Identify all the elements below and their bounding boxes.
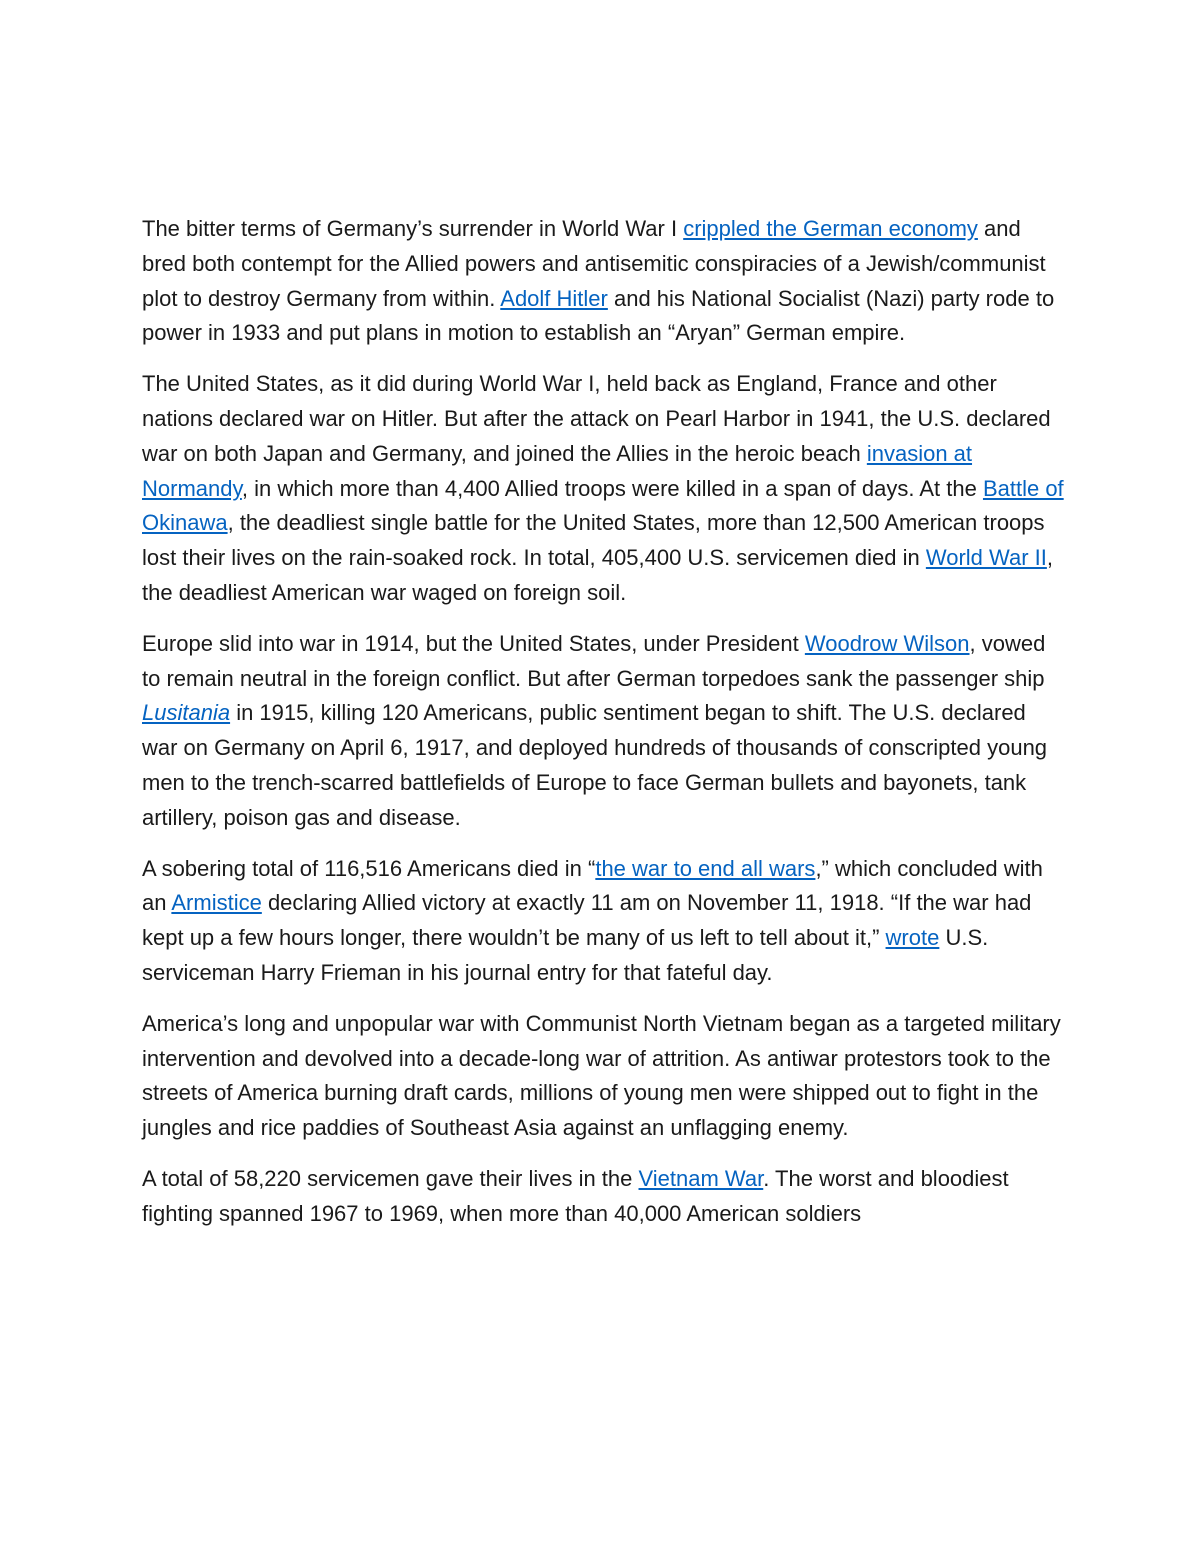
text-run: , vowed to remain neutral in the foreign conflict. But after German torpedoes sank the passenger ship xyxy=(142,630,1046,691)
text-run: A sobering total of 116,516 Americans died in “ xyxy=(142,855,596,881)
text-run: A total of 58,220 servicemen gave their lives in the xyxy=(142,1165,639,1191)
link-the-war-to-end-all-wars[interactable]: the war to end all wars xyxy=(595,855,816,881)
text-run: and bred both contempt for the Allied powers and antisemitic conspiracies of a Jewish/communist plot to destroy Germany from within. xyxy=(142,216,1046,311)
text-run: Europe slid into war in 1914, but the United States, under President xyxy=(142,630,805,656)
paragraph-vietnam-toll xyxy=(142,1162,1067,1232)
text-run: U.S. serviceman Harry Frieman in his journal entry for that fateful day. xyxy=(142,925,989,985)
link-adolf-hitler[interactable]: Adolf Hitler xyxy=(500,285,608,311)
link-world-war-ii[interactable]: World War II xyxy=(925,545,1047,571)
text-run: and his National Socialist (Nazi) party rode to power in 1933 and put plans in motion to establish an “Aryan” German empire. xyxy=(142,285,1055,346)
text-run: , in which more than 4,400 Allied troops were killed in a span of days. At the xyxy=(241,475,983,501)
text-run: , the deadliest single battle for the United States, more than 12,500 American troops lost their lives on the rain-soaked rock. In total, 405,400 U.S. servicemen died in xyxy=(142,510,1045,571)
link-vietnam-war[interactable]: Vietnam War xyxy=(638,1165,764,1191)
document-page xyxy=(142,212,1067,1248)
paragraph-us-in-ww2 xyxy=(142,367,1067,611)
text-run: America’s long and unpopular war with Communist North Vietnam began as a targeted military intervention and devolved into a decade-long war of attrition. As antiwar protestors took to the streets of America burning draft cards, millions of young men were shipped out to fight in the jungles and rice paddies of Southeast Asia against an unflagging enemy. xyxy=(142,1010,1061,1141)
text-run: The bitter terms of Germany’s surrender in World War I xyxy=(142,216,684,241)
link-wrote[interactable]: wrote xyxy=(885,925,940,951)
text-run: , the deadliest American war waged on foreign soil. xyxy=(142,545,1053,605)
text-run: The United States, as it did during World War I, held back as England, France and other nations declared war on Hitler. But after the attack on Pearl Harbor in 1941, the U.S. declared war on both Japan and Germany, and joined the Allies in the heroic beach xyxy=(142,371,1051,466)
text-run: . The worst and bloodiest fighting spanned 1967 to 1969, when more than 40,000 American soldiers xyxy=(142,1165,1009,1226)
link-woodrow-wilson[interactable]: Woodrow Wilson xyxy=(804,630,970,656)
link-battle-of-okinawa[interactable]: Battle of Okinawa xyxy=(142,475,1064,536)
link-lusitania[interactable]: Lusitania xyxy=(142,700,231,726)
text-run: ,” which concluded with an xyxy=(142,855,1043,916)
paragraph-vietnam-war xyxy=(142,1007,1067,1146)
link-crippled-the-german-economy[interactable]: crippled the German economy xyxy=(683,216,978,241)
text-run: declaring Allied victory at exactly 11 am on November 11, 1918. “If the war had kept up a few hours longer, there wouldn’t be many of us left to tell about it,” xyxy=(142,890,1032,951)
paragraph-ww1-entry xyxy=(142,627,1067,836)
link-armistice[interactable]: Armistice xyxy=(171,890,262,916)
paragraph-ww2-origins xyxy=(142,212,1067,351)
link-invasion-at-normandy[interactable]: invasion at Normandy xyxy=(142,440,973,501)
text-run: in 1915, killing 120 Americans, public sentiment began to shift. The U.S. declared war on Germany on April 6, 1917, and deployed hundreds of thousands of conscripted young men to the trench-scarred battlefields of Europe to face German bullets and bayonets, tank artillery, poison gas and disease. xyxy=(142,700,1048,830)
paragraph-ww1-toll xyxy=(142,852,1067,991)
